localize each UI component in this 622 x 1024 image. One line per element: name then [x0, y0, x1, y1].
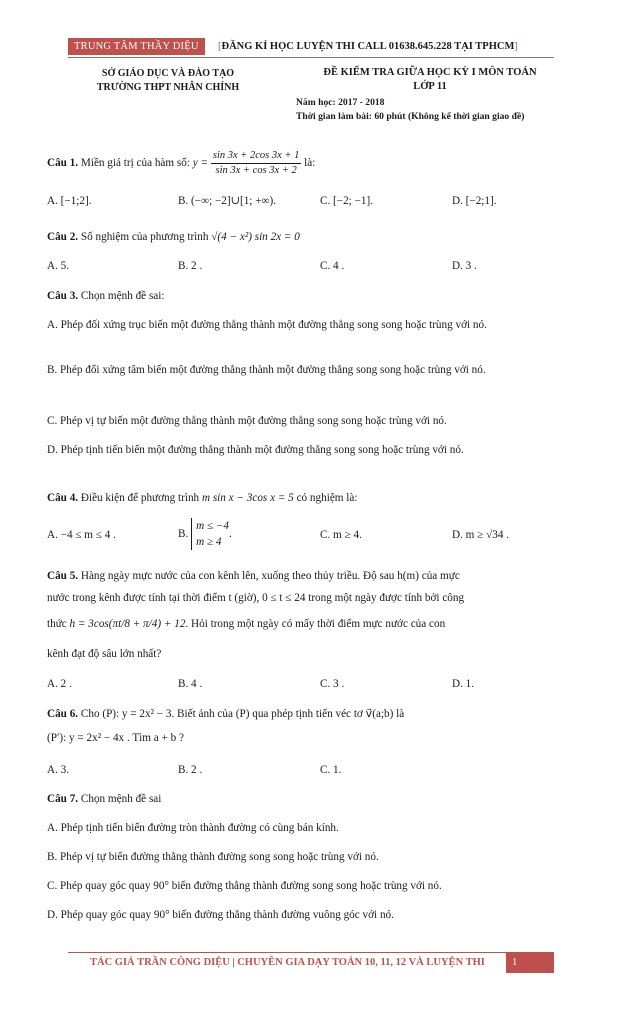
q1-text: Miền giá trị của hàm số: [80, 157, 190, 169]
q5-line3-pre: thức [47, 618, 67, 630]
q2-option-b: B. 2 . [178, 260, 203, 272]
question-1 [47, 148, 315, 178]
q2-label: Câu 2. [47, 231, 79, 243]
footer-text [90, 957, 485, 968]
q1-tail: là: [304, 157, 316, 169]
q4-option-c: C. m ≥ 4. [320, 529, 362, 541]
q4-b-system [191, 518, 229, 550]
org-line2: TRƯỜNG THPT NHÂN CHÍNH [96, 82, 240, 93]
footer-author: TÁC GIẢ TRẦN CÔNG DIỆU [90, 957, 230, 968]
q4-b-line2: m ≥ 4 [196, 536, 222, 548]
footer-tagline: CHUYÊN GIA DẠY TOÁN 10, 11, 12 VÀ LUYỆN THI [237, 957, 485, 968]
q3-option-c: C. Phép vị tự biến một đường thẳng thành một đường thẳng song song hoặc trùng với nó. [47, 415, 447, 427]
q1-option-a: A. [−1;2]. [47, 195, 92, 207]
question-3 [47, 288, 164, 304]
q3-option-b: B. Phép đối xứng tâm biến một đường thẳng thành một đường thẳng song song hoặc trùng với nó. [47, 364, 486, 376]
page-number: 1 [506, 953, 554, 973]
q7-option-b: B. Phép vị tự biến đường thẳng thành đường song song hoặc trùng với nó. [47, 851, 379, 863]
exam-grade: LỚP 11 [413, 81, 447, 92]
q3-text: Chọn mệnh đề sai: [80, 290, 165, 302]
q5-line2: nước trong kênh được tính tại thời điểm t (giờ), 0 ≤ t ≤ 24 trong một ngày được tính bởi công [47, 592, 465, 604]
q3-label: Câu 3. [47, 290, 79, 302]
q5-option-b: B. 4 . [178, 678, 203, 690]
question-6 [47, 706, 549, 722]
q4-b-line1: m ≤ −4 [196, 520, 230, 532]
q2-text: Số nghiệm của phương trình [80, 231, 209, 243]
q4-text: Điều kiện để phương trình [80, 492, 200, 504]
q7-text: Chọn mệnh đề sai [80, 793, 162, 805]
q6-option-c: C. 1. [320, 764, 342, 776]
q4-option-a: A. −4 ≤ m ≤ 4 . [47, 529, 116, 541]
q3-option-d: D. Phép tịnh tiến biến một đường thẳng thành một đường thẳng song song hoặc trùng với nó. [47, 444, 464, 456]
q5-line4: kênh đạt độ sâu lớn nhất? [47, 648, 162, 660]
q2-option-d: D. 3 . [452, 260, 477, 272]
q3-option-a: A. Phép đối xứng trục biến một đường thẳng thành một đường thẳng song song hoặc trùng với nó. [47, 319, 487, 331]
q1-option-b: B. (−∞; −2]∪[1; +∞). [178, 195, 277, 207]
q5-label: Câu 5. [47, 570, 79, 582]
q6-option-b: B. 2 . [178, 764, 203, 776]
q4-b-suffix: . [229, 528, 232, 540]
q5-option-a: A. 2 . [47, 678, 72, 690]
q6-line1: Cho (P): y = 2x² − 3. Biết ảnh của (P) qua phép tịnh tiến véc tơ v⃗(a;b) là [80, 708, 405, 720]
q4-b-prefix: B. [178, 528, 189, 540]
header-register: [ĐĂNG KÍ HỌC LUYỆN THI CALL 01638.645.228 TẠI TPHCM] [218, 41, 518, 52]
q5-line3: thức h = 3cos(πt/8 + π/4) + 12. Hỏi trong một ngày có mấy thời điểm mực nước của con [47, 618, 446, 630]
footer-separator: | [232, 957, 235, 968]
q1-option-c: C. [−2; −1]. [320, 195, 374, 207]
question-7 [47, 791, 161, 807]
q7-option-c: C. Phép quay góc quay 90° biến đường thẳng thành đường song song hoặc trùng với nó. [47, 880, 442, 892]
q5-option-c: C. 3 . [320, 678, 345, 690]
q4-tail: có nghiệm là: [296, 492, 358, 504]
q7-option-a: A. Phép tịnh tiến biến đường tròn thành đường có cùng bán kính. [47, 822, 339, 834]
footer-divider [68, 952, 554, 953]
q1-option-d: D. [−2;1]. [452, 195, 497, 207]
q7-label: Câu 7. [47, 793, 79, 805]
q5-line1: Hàng ngày mực nước của con kênh lên, xuống theo thủy triều. Độ sau h(m) của mực [80, 570, 460, 582]
exam-year: Năm học: 2017 - 2018 [296, 97, 385, 108]
header-divider [68, 57, 554, 58]
q6-line2: (P′): y = 2x² − 4x . Tìm a + b ? [47, 732, 185, 744]
question-5 [47, 568, 549, 584]
q6-option-a: A. 3. [47, 764, 70, 776]
q1-denominator: sin 3x + cos 3x + 2 [215, 164, 297, 176]
q5-option-d: D. 1. [452, 678, 475, 690]
question-2 [47, 229, 300, 245]
header-brand: TRUNG TÂM THẦY DIỆU [68, 38, 205, 55]
q1-label: Câu 1. [47, 157, 79, 169]
q2-formula: √(4 − x²) sin 2x = 0 [211, 231, 300, 243]
q1-y: y = [192, 157, 209, 169]
q5-line3-post: Hỏi trong một ngày có mấy thời điểm mực nước của con [191, 618, 446, 630]
question-4 [47, 490, 357, 506]
q7-option-d: D. Phép quay góc quay 90° biến đường thẳng thành đường vuông góc với nó. [47, 909, 394, 921]
q5-formula: h = 3cos(πt/8 + π/4) + 12 [69, 618, 186, 630]
exam-title: ĐỀ KIỂM TRA GIỮA HỌC KỲ I MÔN TOÁN [323, 67, 537, 78]
q6-label: Câu 6. [47, 708, 79, 720]
q2-option-a: A. 5. [47, 260, 70, 272]
header-register-text: ĐĂNG KÍ HỌC LUYỆN THI CALL 01638.645.228 TẠI TPHCM [221, 41, 515, 52]
exam-time: Thời gian làm bài: 60 phút (Không kể thời gian giao đề) [296, 111, 525, 122]
q1-fraction [211, 149, 302, 178]
q4-option-d: D. m ≥ √34 . [452, 529, 510, 541]
q4-formula: m sin x − 3cos x = 5 [201, 492, 294, 504]
q2-option-c: C. 4 . [320, 260, 345, 272]
org-line1: SỞ GIÁO DỤC VÀ ĐÀO TẠO [101, 68, 235, 79]
q1-numerator: sin 3x + 2cos 3x + 1 [211, 149, 302, 164]
q4-option-b [178, 518, 232, 550]
q4-label: Câu 4. [47, 492, 79, 504]
